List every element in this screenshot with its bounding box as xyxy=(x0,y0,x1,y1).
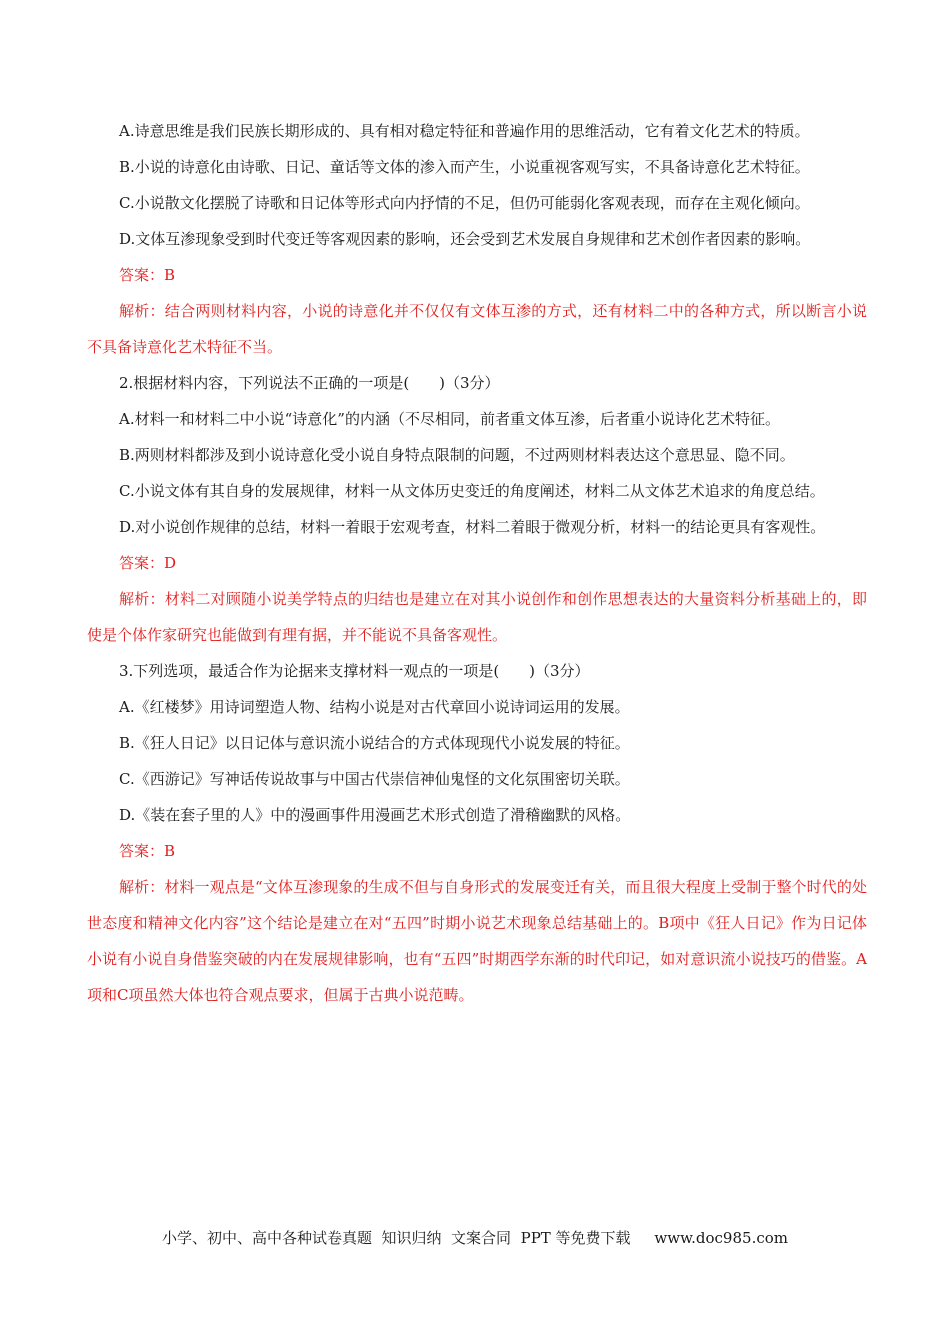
q3-answer: 答案：B xyxy=(119,842,176,860)
q3-analysis: 解析：材料一观点是“文体互渗现象的生成不但与自身形式的发展变迁有关，而且很大程度上受制于整个时代的处世态度和精神文化内容”这个结论是建立在对“五四”时期小说艺术现象总结基础上的。B项中《狂人日记》作为日记体小说有小说自身借鉴突破的内在发展规律影响，也有“五四”时期西学东渐的时代印记，如对意识流小说技巧的借鉴。A项和C项虽然大体也符合观点要求，但属于古典小说范畴。 xyxy=(87,878,867,1004)
q3-option-b: B.《狂人日记》以日记体与意识流小说结合的方式体现现代小说发展的特征。 xyxy=(119,734,630,752)
q2-stem: 2.根据材料内容，下列说法不正确的一项是( )（3分） xyxy=(119,374,500,392)
q2-option-d: D.对小说创作规律的总结，材料一着眼于宏观考查，材料二着眼于微观分析，材料一的结论更具有客观性。 xyxy=(119,518,826,536)
q2-option-b: B.两则材料都涉及到小说诗意化受小说自身特点限制的问题，不过两则材料表达这个意思显、隐不同。 xyxy=(119,446,795,464)
q2-option-c: C.小说文体有其自身的发展规律，材料一从文体历史变迁的角度阐述，材料二从文体艺术追求的角度总结。 xyxy=(119,482,825,500)
q1-option-a: A.诗意思维是我们民族长期形成的、具有相对稳定特征和普遍作用的思维活动，它有着文化艺术的特质。 xyxy=(119,122,810,140)
q2-option-a: A.材料一和材料二中小说“诗意化”的内涵（不尽相同，前者重文体互渗，后者重小说诗化艺术特征。 xyxy=(119,410,780,428)
q1-option-b: B.小说的诗意化由诗歌、日记、童话等文体的渗入而产生，小说重视客观写实，不具备诗意化艺术特征。 xyxy=(119,158,810,176)
q3-option-c: C.《西游记》写神话传说故事与中国古代崇信神仙鬼怪的文化氛围密切关联。 xyxy=(119,770,630,788)
q3-option-d: D.《装在套子里的人》中的漫画事件用漫画艺术形式创造了滑稽幽默的风格。 xyxy=(119,806,631,824)
q1-option-d: D.文体互渗现象受到时代变迁等客观因素的影响，还会受到艺术发展自身规律和艺术创作者因素的影响。 xyxy=(119,230,811,248)
q1-answer: 答案：B xyxy=(119,266,176,284)
q1-option-c: C.小说散文化摆脱了诗歌和日记体等形式向内抒情的不足，但仍可能弱化客观表现，而存在主观化倾向。 xyxy=(119,194,810,212)
document-content xyxy=(87,113,867,1013)
q2-answer: 答案：D xyxy=(119,554,177,572)
q2-analysis: 解析：材料二对顾随小说美学特点的归结也是建立在对其小说创作和创作思想表达的大量资料分析基础上的，即使是个体作家研究也能做到有理有据，并不能说不具备客观性。 xyxy=(87,590,867,644)
q3-stem: 3.下列选项，最适合作为论据来支撑材料一观点的一项是( )（3分） xyxy=(119,662,590,680)
q3-option-a: A.《红楼梦》用诗词塑造人物、结构小说是对古代章回小说诗词运用的发展。 xyxy=(119,698,630,716)
footer-text: 小学、初中、高中各种试卷真题 知识归纳 文案合同 PPT 等免费下载 www.doc985.com xyxy=(161,1229,788,1247)
q1-analysis: 解析：结合两则材料内容，小说的诗意化并不仅仅有文体互渗的方式，还有材料二中的各种方式，所以断言小说不具备诗意化艺术特征不当。 xyxy=(87,302,867,356)
